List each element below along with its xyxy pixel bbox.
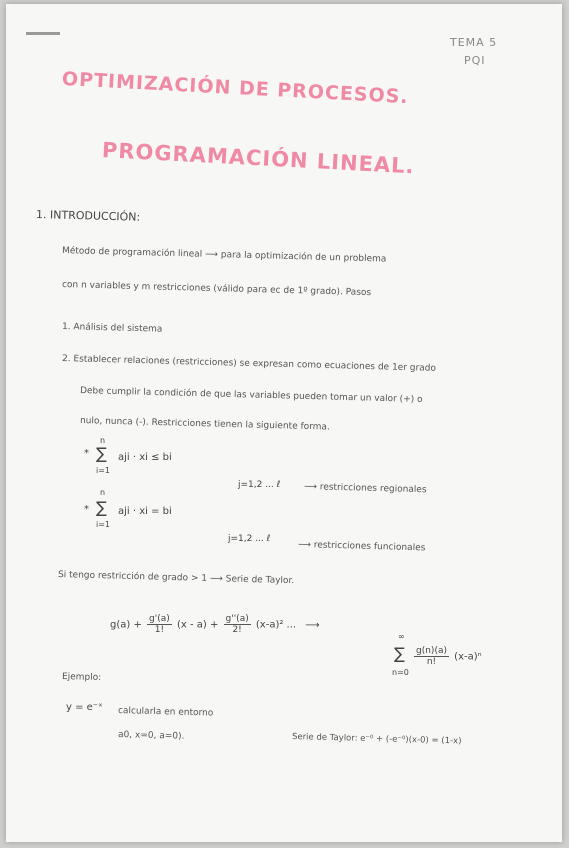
notebook-page [6,4,562,842]
example-desc-1: calcularla en entorno [117,706,214,719]
taylor-arrow: ⟶ [305,619,320,631]
example-taylor-series: Serie de Taylor: e⁻⁰ + (-e⁻⁰)(x-0) = (1-x) [291,732,462,747]
taylor-expression [110,614,326,635]
eq1-star: * [84,448,89,459]
text-line-6: nulo, nunca (-). Restricciones tienen la siguiente forma. [79,416,330,433]
example-function: y = e⁻ˣ [66,702,103,713]
example-desc-2: a0, x=0, a=0). [117,730,185,742]
eq1-index: j=1,2 ... ℓ [238,480,281,490]
taylor-f1-num: g'(a) [149,614,170,624]
taylor-term-2: (x-a)² ... [255,619,297,631]
taylor-term-1: (x - a) + [176,619,219,631]
eq2-sum-symbol: ∑ [96,498,107,517]
eq1-sum-bottom: i=1 [96,466,111,475]
eq1-sum-top: n [100,436,106,445]
taylor-f2-num: g''(a) [225,614,249,624]
taylor-intro: Si tengo restricción de grado > 1 ⟶ Serie de Taylor. [57,570,295,587]
taylor-fraction-3 [414,646,449,667]
eq1-body: aji · xi ≤ bi [118,452,172,463]
eq2-index: j=1,2 ... ℓ [228,534,271,544]
text-line-1: Método de programación lineal ⟶ para la optimización de un problema [61,246,387,265]
taylor-fraction-1 [147,614,172,635]
eq2-sum-top: n [100,488,106,497]
eq2-body: aji · xi = bi [118,506,172,517]
tape-mark [26,32,60,35]
taylor-term-3: (x-a)ⁿ [454,651,482,663]
example-label: Ejemplo: [61,672,102,684]
text-line-2: con n variables y m restricciones (válido para ec de 1º grado). Pasos [61,280,372,299]
taylor-f2-den: 2! [232,625,242,635]
section-heading: 1. INTRODUCCIÓN: [35,208,141,224]
taylor-fraction-2 [224,614,251,635]
eq2-sum-bottom: i=1 [96,520,111,529]
taylor-g0: g(a) + [110,619,142,631]
eq2-label: ⟶ restricciones funcionales [297,540,426,554]
eq1-label: ⟶ restricciones regionales [303,482,427,496]
taylor-sum-top: ∞ [398,632,405,641]
text-line-5: Debe cumplir la condición de que las variables pueden tomar un valor (+) o [79,386,423,405]
page-subtitle: PROGRAMACIÓN LINEAL. [101,138,416,179]
taylor-sum-symbol: ∑ [394,644,405,663]
taylor-sum-bottom: n=0 [392,668,409,677]
taylor-f3-num: g(n)(a) [416,646,447,656]
text-line-4: 2. Establecer relaciones (restricciones) se expresan como ecuaciones de 1er grado [61,354,437,374]
taylor-f1-den: 1! [154,625,165,635]
corner-note-topic: TEMA 5 [450,36,498,49]
eq1-sum-symbol: ∑ [96,444,107,463]
corner-note-subject: PQI [464,54,486,67]
eq2-star: * [84,504,89,515]
text-line-3: 1. Análisis del sistema [61,322,163,335]
taylor-sum-expression [412,646,482,667]
page-title: OPTIMIZACIÓN DE PROCESOS. [61,68,410,109]
taylor-f3-den: n! [426,657,437,667]
